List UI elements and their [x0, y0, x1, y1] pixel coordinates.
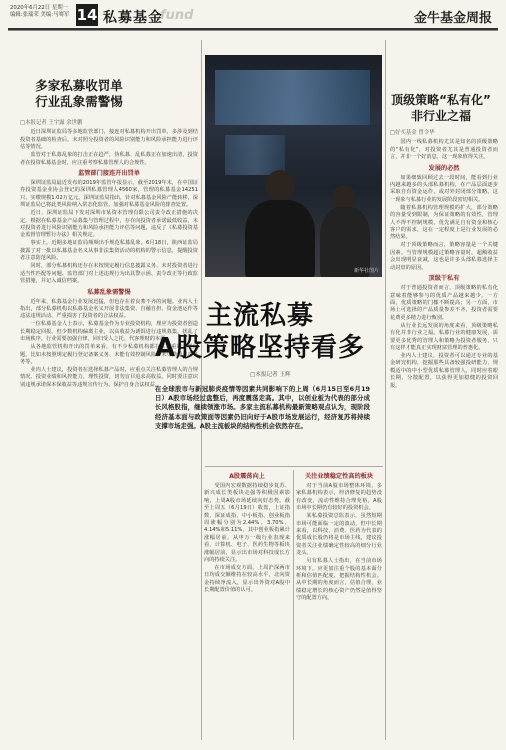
- photo-figure-head: [265, 170, 295, 202]
- center-subhead-2: 关注业绩稳定性高的板块: [304, 473, 374, 480]
- right-title-line1: 顶级策略“私有化”: [391, 93, 491, 107]
- left-para: 近年来，私募基金行业发展迅猛，但也存在着良莠不齐的问题。业内人士指出，部分私募机构以私募基金名义开展非法集资、自融自担、资金池运作等违法违规活动，严重损害了投资者的合法权益。: [20, 298, 198, 320]
- left-byline: □本报记者 王宇露 余世鹏: [20, 120, 83, 126]
- left-para: 近日，深圳证监局下发对深圳市某资本管理有限公司责令改正措施的决定。根据在私募基金产品募集与管理过程中，存在向投资者承诺最低收益、未对投资者进行风险识别能力和风险承担能力评估等问题，违反了《私募投资基金监督管理暂行办法》相关规定。: [20, 210, 198, 239]
- center-para: 某私募投资总监表示，虽然短期市场可能面临一定的波动，但中长期来看，以科技、消费、医药为代表的优质成长股仍将是市场主线，建议投资者关注业绩确定性较高的细分行业龙头。: [296, 513, 382, 557]
- center-para: 在市场成交方面，上周沪深两市日均成交额维持在较高水平，北向资金持续净流入，显示出外资对A股中长期配置价值的认可。: [204, 565, 290, 594]
- right-para: 业内人士建议，投资者可以通过专业的基金研究机构，挖掘那些具备较强投研能力、规模适中的中小型优质私募管理人，同时应着眼长期，分散配置，以获得更加稳健的投资回报。: [390, 352, 498, 389]
- page-number: 14: [76, 6, 98, 24]
- photo-figure-head: [333, 185, 355, 209]
- section-divider: [205, 466, 383, 467]
- right-article-title: [389, 92, 493, 124]
- left-para: 事实上，近期多地证监局频频出手规范私募乱象。6月18日，陕西证监局披露了对一批以私募基金名义从事非法集资活动的机构的警示信息，提醒投资者注意防范风险。: [20, 240, 198, 262]
- header-meta: [10, 5, 69, 19]
- left-para: 深圳证监局最近发布的2019年监管年报显示，截至2019年末，在中国证券投资基金业协会登记的深圳私募管理人4560家，管理的私募基金14251只，实缴规模1.02万亿元。深圳证监局指出，针对私募基金风险产能转移，深圳证监局已将此类风险纳入常态化监管，加强对私募基金风险的排查处置。: [20, 180, 198, 209]
- left-para: 监管对于私募乱象的打击正在趋严，伪私募、乱私募正在加速出清，投资者在投资私募基金时，应注重考察私募管理人的合规性。: [20, 152, 198, 166]
- right-article-body: [390, 128, 498, 742]
- center-subhead-1: A股震荡向上: [229, 473, 265, 480]
- issue-date: 2020年6月22日 星期一: [10, 5, 69, 11]
- header-rule: [8, 30, 498, 31]
- left-title-line2: 行业乱象需警惕: [35, 94, 123, 109]
- center-title-line1: 主流私募: [205, 301, 314, 331]
- right-title-line2: 非行业之福: [410, 109, 471, 123]
- left-title-line1: 多家私募收罚单: [35, 78, 123, 93]
- left-para: 业内人士建议，投资者在选择私募产品时，应重点关注私募管理人的合规情况、投资业绩和风控能力，理性投资，切勿盲目追求高收益。同时要注意识别违规承诺保本保收益等违规宣传行为，保护自身合法权益。: [20, 366, 198, 388]
- right-lead: 国内一线私募机构尤其是知名的顶级策略的“私有化”，对投资者尤其是普通投资者而言，并非一个好消息，这一现象值得关注。: [390, 139, 498, 161]
- center-title-line2: A股策略坚持看多: [154, 333, 366, 363]
- center-article-col-2: [296, 470, 382, 742]
- section-title-en: fund: [160, 8, 194, 23]
- right-para: 随着私募机构管理规模的扩大，部分策略的容量受到限制，为保证策略的有效性，管理人不得不控制规模，优先满足自有资金和核心客户的需求，这在一定程度上是行业发展的必然结果。: [390, 204, 498, 241]
- left-subhead-1: 监管部门接连开出罚单: [78, 170, 140, 178]
- left-subhead-2: 私募乱象需警惕: [87, 288, 131, 296]
- trading-floor-photo: [205, 55, 382, 277]
- left-article-title: [24, 78, 134, 110]
- left-para: 从各地监管机构开出的罚单来看，有不少私募机构都存在严重的合规问题，比如未按照规定履行登记备案义务、未能有效控制风险、未尽勤勉尽责义务等。: [20, 344, 198, 365]
- right-para: 从行业长远发展的角度来看，顶级策略私有化并非行业之福。私募行业的健康发展，需要更多优秀的管理人和策略为投资者服务，只有这样才能真正实现财富管理的普惠化。: [390, 322, 498, 351]
- editor-credit: 编辑:张瑞荣 美编:马骞军: [10, 12, 70, 18]
- right-para: 对于普通投资者而言，顶级策略的私有化意味着能够参与的优质产品越来越少。一方面，优质策略的门槛不断提高；另一方面，市场上可选择的产品质量参差不齐，投资者需要花费更多精力进行甄别。: [390, 285, 498, 321]
- center-article-col-1: [204, 470, 290, 742]
- section-title: 私募基金: [103, 10, 163, 26]
- right-para: 对于顶级策略而言，策略容量是一个关键因素。当管理规模超过策略容量时，超额收益会出现明显衰减，这也是许多头部私募选择主动封盘的原因。: [390, 242, 498, 271]
- photo-figure-body: [245, 200, 315, 277]
- left-para: 一位私募基金人士表示，私募基金作为专业投资机构，理应为投资者创造长期稳定回报。但少数机构偏离主业，以高收益为诱饵进行违规募集，扰乱了市场秩序。行业需要加强自律，回归受人之托、代客理财的本源。: [20, 321, 198, 343]
- left-lead: 近日深圳证监局等多地监管部门，接连对私募机构开出罚单，多涉及到结投资者基础的检查后，未对照分投资者的风险识别能力和风险承担能力进行评估等情况。: [20, 129, 198, 151]
- page-header: [8, 4, 498, 30]
- center-para: 对于当前A股市场整体环境，多家私募机构表示，经济修复的趋势没有改变，流动性维持合理充裕，A股市场中长期仍有较好的投资机会。: [296, 483, 382, 512]
- right-para: 如果细致回顾过去一段时间，能看到行业内越来越多的头部私募机构，在产品层面逐步采取自有资金运作，或对外封闭部分策略。这一现象与私募行业的发展阶段密切相关。: [390, 174, 498, 203]
- photo-screen: [215, 70, 370, 125]
- photo-screen: [225, 135, 285, 175]
- center-article-title: [135, 300, 385, 364]
- left-para: 同时，部分私募机构还存在未按规定履行信息披露义务、未对投资者进行适当性匹配等问题。监管部门对上述违规行为出具警示函、责令改正等行政监管措施，并记入诚信档案。: [20, 263, 198, 285]
- right-subhead-1: 发展的必然: [428, 164, 460, 172]
- right-subhead-2: 顶级干私有: [428, 275, 460, 283]
- center-para: 受国内宏观数据持续稳步复苏、新兴成长类板块走强等积极因素影响，上周A股市场延续向好态势。截至上周五（6月19日）收盘，上证指数、深证成指、中小板指、创业板指周涨幅分别为2.44%、3.70%、4.14%和5.11%，其中创业板指累计涨幅居前。从申万一级行业表现来看，计算机、电子、医药生物等板块涨幅居前，显示出市场对科技成长方向的持续关注。: [204, 483, 290, 564]
- column-divider: [385, 40, 386, 740]
- column-divider: [293, 470, 294, 740]
- center-lead: 在全球股市与新冠肺炎疫情等因素共同影响下的上周（6月15日至6月19日）A股市场经过盘整后，再度震荡走高。其中，以创业板为代表的部分成长风格股指，继续领涨市场。多家主流私募机构最新策略观点认为，现阶段经济基本面与政策面等因素仍旧向好于A股市场发展运行，经济复苏将持续支撑市场走强。A股主流板块的结构性机会依然存在。: [155, 385, 370, 430]
- right-byline: □好买基金 曾令华: [390, 130, 435, 136]
- center-byline: □本报记者 王辉: [250, 372, 291, 378]
- paper-name: 金牛基金周报: [413, 11, 492, 26]
- photo-caption: 新华社图片: [353, 268, 379, 274]
- center-para: 另有私募人士指出，在当前市场环境下，应更加注重个股的基本面分析和估值匹配度，把握结构性机会。从中长期的角度而言，估值合理、业绩稳定增长的核心资产仍然是值得坚守的配置方向。: [296, 558, 382, 602]
